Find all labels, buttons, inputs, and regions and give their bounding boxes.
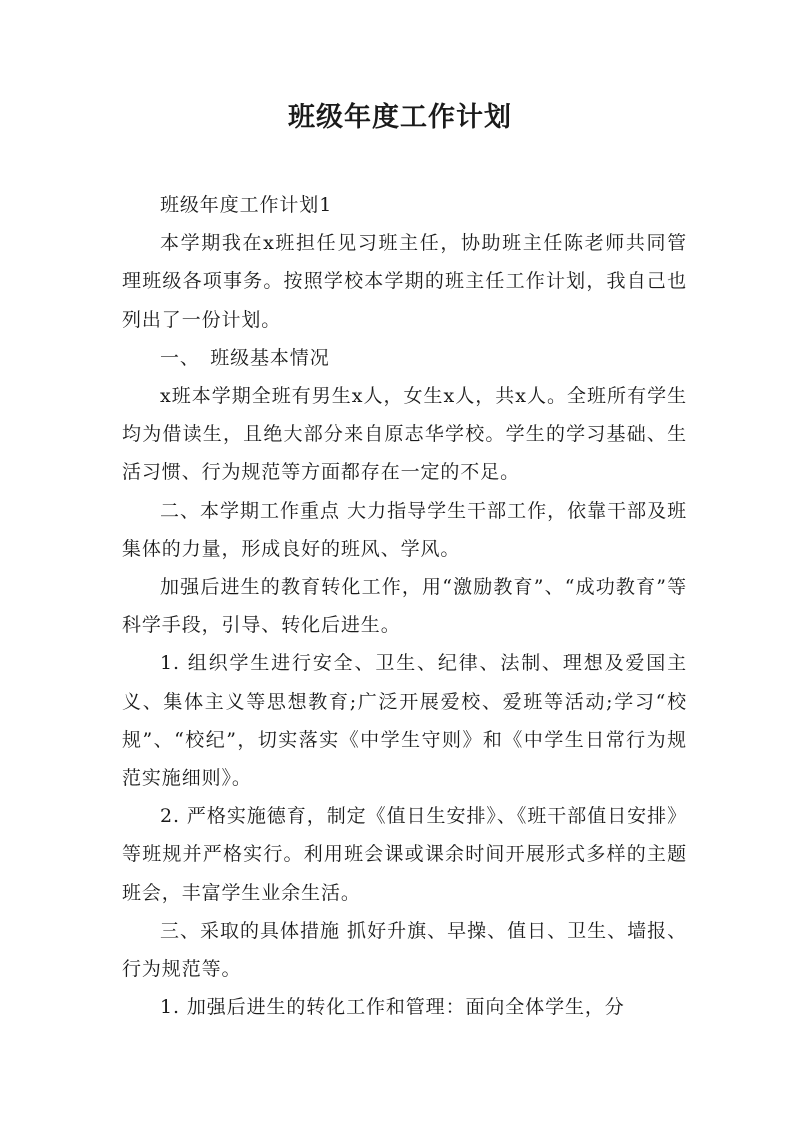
- paragraph-section-heading: 班级年度工作计划1: [160, 194, 333, 216]
- paragraph-heading-class-info: 一、 班级基本情况: [160, 346, 330, 369]
- paragraph-measures: 三、采取的具体措施 抓好升旗、早操、值日、卫生、墙报、行为规范等。: [122, 919, 687, 981]
- document-body: [122, 186, 687, 1026]
- paragraph-item-1: 1. 组织学生进行安全、卫生、纪律、法制、理想及爱国主义、集体主义等思想教育;广泛开展爱校、爱班等活动;学习“校规”、“校纪”，切实落实《中学生守则》和《中学生日常行为规范实施细则》。: [122, 652, 687, 790]
- paragraph-underachiever-education: 加强后进生的教育转化工作，用“激励教育”、“成功教育”等科学手段，引导、转化后进生。: [122, 576, 687, 637]
- document-title: 班级年度工作计划: [288, 102, 512, 133]
- paragraph-class-info: x班本学期全班有男生x人，女生x人，共x人。全班所有学生均为借读生，且绝大部分来自原志华学校。学生的学习基础、生活习惯、行为规范等方面都存在一定的不足。: [122, 385, 687, 484]
- paragraph-measure-item-1: 1. 加强后进生的转化工作和管理：面向全体学生，分: [160, 996, 625, 1019]
- paragraph-item-2: 2. 严格实施德育，制定《值日生安排》、《班干部值日安排》等班规并严格实行。利用班会课或课余时间开展形式多样的主题班会，丰富学生业余生活。: [122, 805, 687, 904]
- paragraph-intro: 本学期我在x班担任见习班主任，协助班主任陈老师共同管理班级各项事务。按照学校本学期的班主任工作计划，我自己也列出了一份计划。: [122, 232, 687, 331]
- paragraph-work-focus: 二、本学期工作重点 大力指导学生干部工作，依靠干部及班集体的力量，形成良好的班风、学风。: [122, 499, 687, 560]
